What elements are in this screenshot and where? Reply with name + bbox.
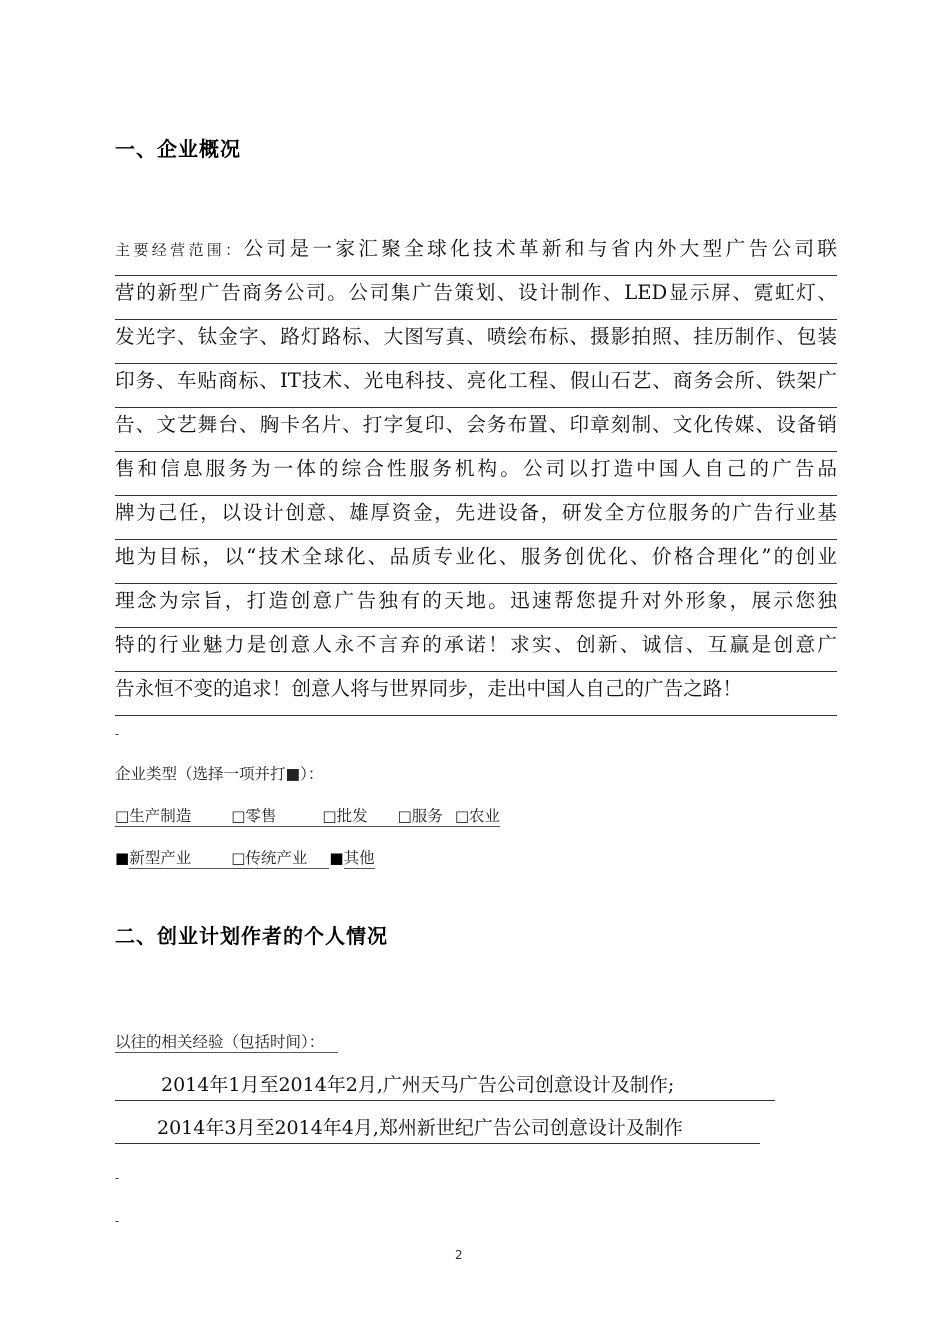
checkbox-service[interactable] bbox=[398, 807, 443, 825]
option-label: 服务 bbox=[411, 807, 443, 825]
option-label: 新型产业 bbox=[129, 849, 192, 867]
checkbox-empty-icon: □ bbox=[231, 807, 246, 825]
paragraph-line: 牌为己任，以设计创意、雄厚资金，先进设备，研发全方位服务的广告行业基 bbox=[115, 496, 837, 540]
paragraph-line: 发光字、钛金字、路灯路标、大图写真、喷绘布标、摄影拍照、挂历制作、包装 bbox=[115, 320, 837, 364]
dash-marker: - bbox=[115, 727, 120, 741]
scope-label: 主要经营范围： bbox=[115, 241, 244, 259]
experience-entry bbox=[115, 1113, 760, 1144]
option-label: 零售 bbox=[245, 807, 277, 825]
checkbox-empty-icon: □ bbox=[115, 807, 130, 825]
checkbox-manufacturing[interactable] bbox=[115, 807, 191, 825]
enterprise-type-label: 企业类型（选择一项并打■）： bbox=[115, 765, 324, 783]
enterprise-type-row-2 bbox=[115, 846, 375, 868]
option-label: 生产制造 bbox=[129, 807, 192, 825]
checkbox-checked-icon: ■ bbox=[329, 849, 344, 867]
enterprise-type-row-1 bbox=[115, 804, 500, 826]
experience-text: 2014年1月至2014年2月,广州天马广告公司创意设计及制作; bbox=[161, 1074, 675, 1096]
experience-label: 以往的相关经验（包括时间）： bbox=[115, 1033, 338, 1053]
enterprise-type-options-row-1 bbox=[115, 807, 500, 827]
paragraph-line: 特的行业魅力是创意人永不言弃的承诺！求实、创新、诚信、互赢是创意广 bbox=[115, 628, 837, 672]
experience-label-row bbox=[115, 1030, 338, 1052]
option-label: 批发 bbox=[336, 807, 368, 825]
paragraph-line bbox=[115, 232, 837, 276]
checkbox-other[interactable] bbox=[329, 849, 374, 867]
section-heading-author: 二、创业计划作者的个人情况 bbox=[115, 924, 388, 948]
checkbox-wholesale[interactable] bbox=[322, 807, 367, 825]
checkbox-empty-icon: □ bbox=[397, 807, 412, 825]
paragraph-line: 售和信息服务为一体的综合性服务机构。公司以打造中国人自己的广告品 bbox=[115, 452, 837, 496]
section-heading-overview: 一、企业概况 bbox=[115, 137, 241, 161]
paragraph-line: 告永恒不变的追求！创意人将与世界同步，走出中国人自己的广告之路！ bbox=[115, 672, 837, 716]
dash-marker: - bbox=[115, 1214, 120, 1228]
checkbox-empty-icon: □ bbox=[231, 849, 246, 867]
option-label-new-industry bbox=[129, 849, 329, 869]
paragraph-line: 地为目标，以“技术全球化、品质专业化、服务创优化、价格合理化”的创业 bbox=[115, 540, 837, 584]
checkbox-new-industry[interactable] bbox=[115, 849, 329, 867]
page-number: 2 bbox=[455, 1248, 463, 1262]
checkbox-checked-icon: ■ bbox=[115, 849, 130, 867]
dash-marker: - bbox=[115, 1171, 120, 1185]
paragraph-line: 理念为宗旨，打造创意广告独有的天地。迅速帮您提升对外形象，展示您独 bbox=[115, 584, 837, 628]
checkbox-traditional-industry[interactable] bbox=[231, 849, 307, 867]
paragraph-line: 印务、车贴商标、IT技术、光电科技、亮化工程、假山石艺、商务会所、铁架广 bbox=[115, 364, 837, 408]
paragraph-line: 告、文艺舞台、胸卡名片、打字复印、会务布置、印章刻制、文化传媒、设备销 bbox=[115, 408, 837, 452]
paragraph-line: 营的新型广告商务公司。公司集广告策划、设计制作、LED显示屏、霓虹灯、 bbox=[115, 276, 837, 320]
checkbox-retail[interactable] bbox=[231, 807, 276, 825]
checkbox-agriculture[interactable] bbox=[455, 807, 500, 825]
option-label: 传统产业 bbox=[245, 849, 308, 867]
experience-entry bbox=[115, 1070, 775, 1101]
business-scope-paragraph bbox=[115, 232, 837, 716]
checkbox-empty-icon: □ bbox=[322, 807, 337, 825]
experience-text: 2014年3月至2014年4月,郑州新世纪广告公司创意设计及制作 bbox=[157, 1117, 683, 1139]
option-label-other: 其他 bbox=[343, 849, 375, 867]
checkbox-empty-icon: □ bbox=[454, 807, 469, 825]
option-label: 农业 bbox=[469, 807, 501, 825]
paragraph-line-text: 公司是一家汇聚全球化技术革新和与省内外大型广告公司联 bbox=[243, 237, 837, 260]
